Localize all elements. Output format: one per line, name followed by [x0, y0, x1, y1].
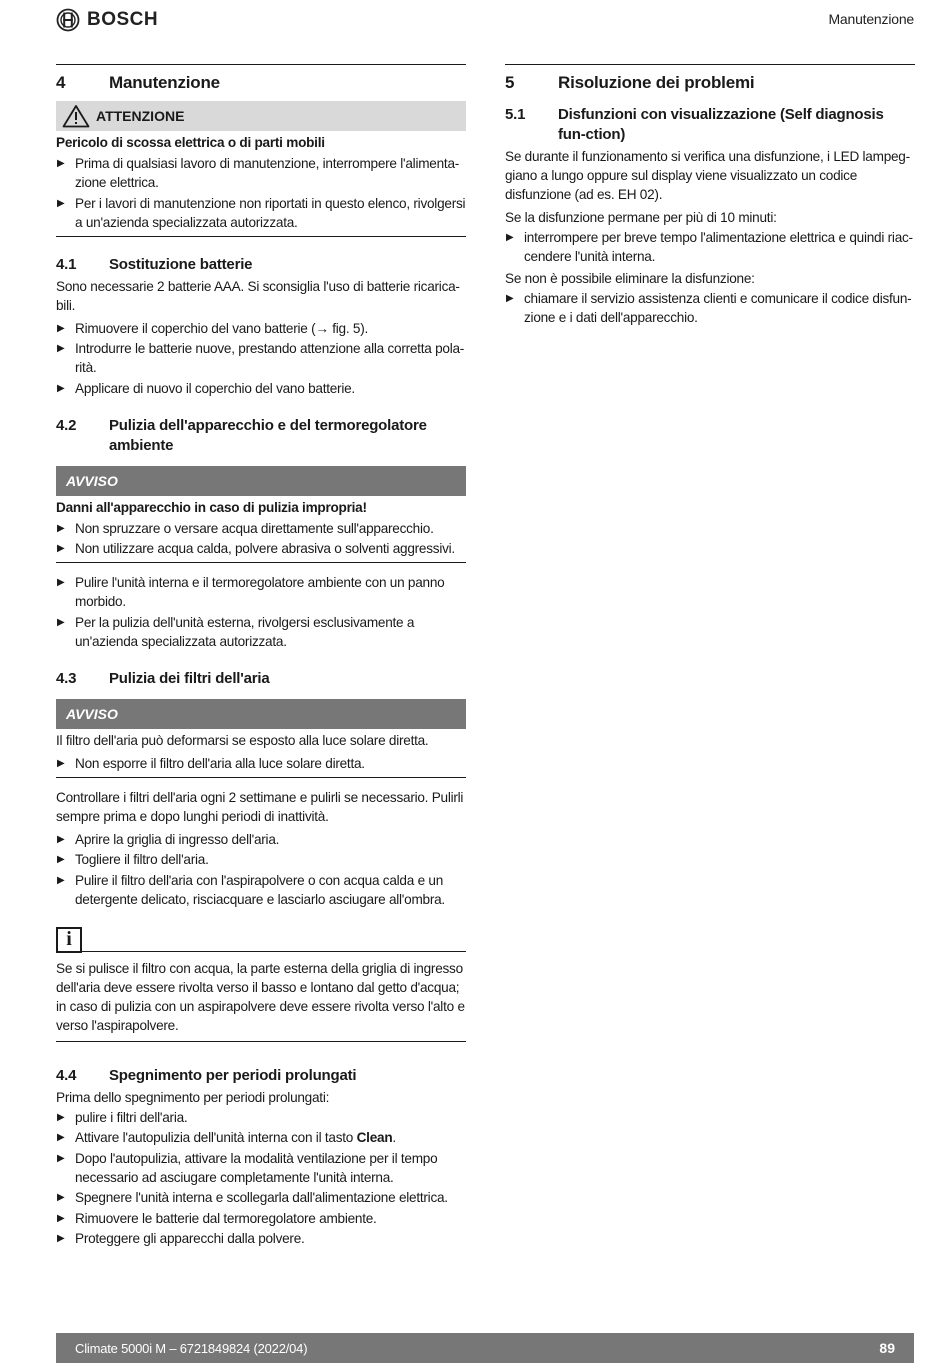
- notice-box: [56, 466, 466, 564]
- bullet-arrow-icon: ▶: [57, 1233, 65, 1244]
- section-number: 4.1: [56, 255, 77, 273]
- info-text: Se si pulisce il filtro con acqua, la parte esterna della griglia di ingresso dell'aria deve essere rivolta verso il basso e lontano dal getto d'acqua; in caso di pulizia con un aspirapolvere deve essere rivolta verso l'alto e verso l'aspirapolvere.: [56, 960, 465, 1033]
- list-item: ▶ Non utilizzare acqua calda, polvere abrasiva o solventi aggressivi.: [57, 541, 455, 556]
- bullet-arrow-icon: ▶: [57, 1152, 65, 1164]
- page-footer: [56, 1333, 914, 1363]
- chapter-5: [505, 64, 915, 93]
- list-item: ▶ Pulire il filtro dell'aria con l'aspirapolvere o con acqua calda e un detergente delicato, risciacquare e lasciarlo asciugare all'ombra.: [57, 872, 445, 907]
- list-item: ▶ pulire i filtri dell'aria.: [57, 1109, 188, 1125]
- right-column: [505, 64, 915, 329]
- warning-subtitle: Pericolo di scossa elettrica o di parti mobili: [56, 135, 325, 150]
- steps-list: [56, 830, 466, 909]
- steps-list: [56, 1108, 466, 1249]
- notice-list: [56, 754, 466, 773]
- paragraph: Controllare i filtri dell'aria ogni 2 settimane e pulirli se necessario. Pulirli sempre prima e dopo lunghi periodi di inattività.: [56, 789, 464, 824]
- section-heading-5-1: [505, 105, 915, 145]
- list-item: ▶ Per la pulizia dell'unità esterna, rivolgersi esclusivamente a un'azienda specializzata autorizzata.: [57, 614, 415, 649]
- paragraph: Prima dello spegnimento per periodi prolungati:: [56, 1089, 330, 1105]
- list-item: ▶ Non spruzzare o versare acqua direttamente sull'apparecchio.: [57, 520, 434, 536]
- divider: [82, 951, 466, 952]
- warning-triangle-icon: [56, 104, 96, 128]
- section-heading-4-3: [56, 669, 466, 689]
- bullet-arrow-icon: ▶: [57, 1111, 65, 1123]
- chapter-title: Manutenzione: [109, 73, 220, 92]
- bullet-arrow-icon: ▶: [57, 757, 65, 769]
- bullet-arrow-icon: ▶: [506, 293, 514, 304]
- paragraph: Se la disfunzione permane per più di 10 minuti:: [505, 210, 777, 225]
- chapter-title: Risoluzione dei problemi: [558, 73, 755, 92]
- section-heading-4-4: [56, 1066, 466, 1086]
- bullet-arrow-icon: ▶: [57, 616, 65, 628]
- steps-list: [505, 289, 915, 327]
- notice-label: AVVISO: [56, 466, 466, 496]
- list-item: ▶ Spegnere l'unità interna e scollegarla dall'alimentazione elettrica.: [57, 1190, 448, 1205]
- section-number: 4.4: [56, 1066, 77, 1084]
- notice-subtitle: Danni all'apparecchio in caso di pulizia impropria!: [56, 499, 367, 515]
- bullet-arrow-icon: ▶: [57, 322, 65, 334]
- chapter-4: [56, 64, 466, 93]
- section-title: Pulizia dei filtri dell'aria: [109, 669, 270, 687]
- bullet-arrow-icon: ▶: [57, 833, 65, 845]
- bullet-arrow-icon: ▶: [57, 522, 65, 534]
- bullet-arrow-icon: ▶: [57, 197, 65, 209]
- bullet-arrow-icon: ▶: [57, 1192, 65, 1203]
- list-item: ▶ Attivare l'autopulizia dell'unità interna con il tasto Clean.: [57, 1130, 396, 1145]
- steps-list: [505, 228, 915, 266]
- notice-text: Il filtro dell'aria può deformarsi se esposto alla luce solare diretta.: [56, 732, 429, 748]
- steps-list: [56, 573, 466, 651]
- bullet-arrow-icon: ▶: [57, 577, 65, 588]
- warning-header: [56, 101, 466, 131]
- chapter-number: 5: [505, 73, 515, 92]
- bosch-armature-icon: [56, 8, 80, 32]
- list-item: ▶ Non esporre il filtro dell'aria alla luce solare diretta.: [57, 755, 365, 771]
- bosch-logo: [56, 8, 158, 32]
- section-number: 4.3: [56, 669, 77, 687]
- section-title: Pulizia dell'apparecchio e del termoregolatore ambiente: [109, 416, 427, 454]
- clean-key-label: Clean: [356, 1130, 393, 1145]
- notice-list: [56, 519, 466, 559]
- list-item: ▶ chiamare il servizio assistenza clienti e comunicare il codice disfun-zione e i dati dell'apparecchio.: [506, 291, 912, 325]
- bullet-arrow-icon: ▶: [57, 343, 65, 354]
- list-item: ▶ Applicare di nuovo il coperchio del vano batterie.: [57, 380, 355, 396]
- paragraph: Se non è possibile eliminare la disfunzione:: [505, 271, 755, 286]
- bullet-arrow-icon: ▶: [57, 1132, 65, 1143]
- list-item: ▶ Prima di qualsiasi lavoro di manutenzione, interrompere l'alimenta-zione elettrica.: [57, 156, 460, 190]
- warning-box: [56, 101, 466, 237]
- bullet-arrow-icon: ▶: [57, 854, 65, 865]
- bullet-arrow-icon: ▶: [57, 874, 65, 886]
- left-column: [56, 64, 466, 1250]
- steps-list: [56, 319, 466, 398]
- page-header: [56, 8, 914, 34]
- notice-label: AVVISO: [56, 699, 466, 729]
- bullet-arrow-icon: ▶: [57, 1212, 65, 1224]
- brand-name: BOSCH: [87, 9, 159, 30]
- list-item: ▶ Per i lavori di manutenzione non riportati in questo elenco, rivolgersi a un'azienda specializzata autorizzata.: [57, 195, 466, 230]
- section-title: Sostituzione batterie: [109, 255, 253, 273]
- section-number: 5.1: [505, 106, 526, 123]
- chapter-heading: [505, 65, 915, 93]
- list-item: ▶ Aprire la griglia di ingresso dell'aria.: [57, 831, 280, 847]
- document-reference: Climate 5000i M – 6721849824 (2022/04): [75, 1340, 308, 1356]
- notice-box: [56, 699, 466, 778]
- bullet-arrow-icon: ▶: [506, 232, 514, 243]
- list-item: ▶ Pulire l'unità interna e il termoregolatore ambiente con un panno morbido.: [57, 575, 445, 609]
- paragraph: Se durante il funzionamento si verifica una disfunzione, i LED lampeg-giano a lungo oppure sul display viene visualizzato un codice disfunzione (ad es. EH 02).: [505, 149, 910, 202]
- bullet-arrow-icon: ▶: [57, 382, 65, 394]
- section-title: Spegnimento per periodi prolungati: [109, 1066, 357, 1084]
- info-header: [56, 923, 466, 953]
- list-item: ▶ Togliere il filtro dell'aria.: [57, 852, 209, 867]
- list-item: ▶ Introdurre le batterie nuove, prestando attenzione alla corretta pola-rità.: [57, 341, 465, 375]
- chapter-number: 4: [56, 73, 66, 92]
- list-item: ▶ Rimuovere il coperchio del vano batterie (→ fig. 5).: [57, 320, 368, 336]
- list-item: ▶ Dopo l'autopulizia, attivare la modalità ventilazione per il tempo necessario ad asciugare completamente l'unità interna.: [57, 1150, 438, 1185]
- paragraph: Sono necessarie 2 batterie AAA. Si sconsiglia l'uso di batterie ricarica-bili.: [56, 278, 460, 313]
- info-icon: i: [56, 927, 82, 953]
- chapter-heading: [56, 65, 466, 93]
- list-item: ▶ Rimuovere le batterie dal termoregolatore ambiente.: [57, 1210, 377, 1226]
- section-name: Manutenzione: [828, 11, 914, 27]
- page-number: 89: [879, 1340, 895, 1356]
- warning-list: [56, 154, 466, 232]
- section-title: Disfunzioni con visualizzazione (Self diagnosis fun-ction): [558, 106, 884, 143]
- list-item: ▶ Proteggere gli apparecchi dalla polvere.: [57, 1231, 305, 1246]
- list-item: ▶ interrompere per breve tempo l'alimentazione elettrica e quindi riac-cendere l'unità interna.: [506, 230, 913, 264]
- bullet-arrow-icon: ▶: [57, 158, 65, 169]
- bullet-arrow-icon: ▶: [57, 543, 65, 554]
- info-box: [56, 923, 466, 1042]
- section-heading-4-1: [56, 255, 466, 275]
- warning-label: ATTENZIONE: [96, 108, 185, 124]
- section-number: 4.2: [56, 416, 77, 434]
- section-heading-4-2: [56, 416, 466, 456]
